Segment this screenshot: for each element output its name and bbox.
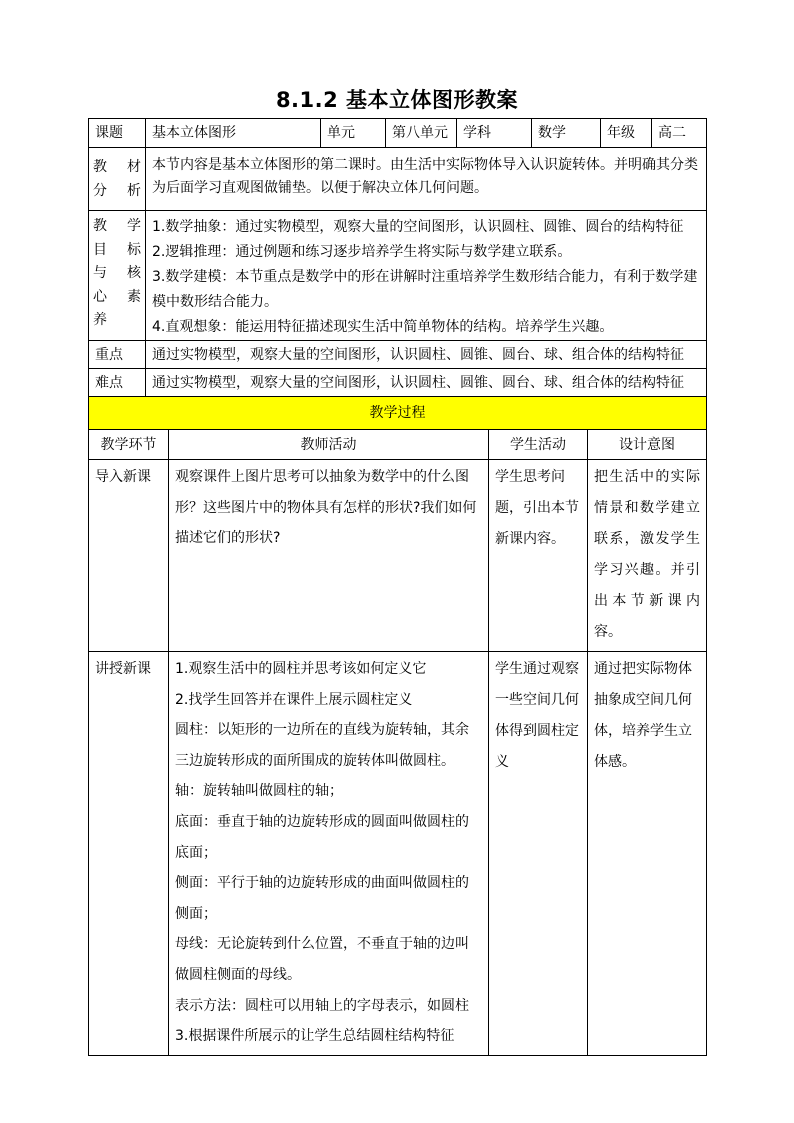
grade-value: 高二: [652, 119, 707, 148]
goals-label-line: 教 学: [93, 218, 141, 234]
info-row: [89, 119, 707, 148]
teacher-activity-text: 观察课件上图片思考可以抽象为数学中的什么图形？这些图片中的物体具有怎样的形状?我们如何描述它们的形状?: [175, 469, 477, 547]
student-activity-cell: 学生通过观察一些空间几何体得到圆柱定义: [489, 652, 588, 1056]
goals-label-line: 养: [93, 312, 107, 329]
goals-label-line: 心 素: [93, 288, 141, 305]
grade-label: 年级: [601, 119, 652, 148]
difficulty-label: 难点: [89, 369, 146, 397]
subject-value: 数学: [532, 119, 601, 148]
goals-label-line: 与 核: [93, 265, 141, 282]
page-title: 8.1.2 基本立体图形教案: [275, 88, 519, 112]
process-section-title: 教学过程: [89, 397, 707, 430]
stage-cell: 导入新课: [89, 460, 169, 652]
difficulty-text: 通过实物模型，观察大量的空间图形，认识圆柱、圆锥、圆台、球、组合体的结构特征: [146, 369, 707, 397]
unit-label: 单元: [321, 119, 386, 148]
process-section-row: [89, 397, 707, 430]
key-point-text: 通过实物模型，观察大量的空间图形，认识圆柱、圆锥、圆台、球、组合体的结构特征: [146, 341, 707, 369]
subject-label: 学科: [457, 119, 532, 148]
teacher-activity-cell: [169, 460, 489, 652]
topic-label: 课题: [89, 119, 146, 148]
header-student: 学生活动: [489, 430, 588, 460]
analysis-label: [89, 148, 146, 211]
process-table: [88, 396, 707, 1056]
process-row-intro: [89, 460, 707, 652]
key-point-label: 重点: [89, 341, 146, 369]
header-stage: 教学环节: [89, 430, 169, 460]
goals-row: [89, 211, 707, 341]
teacher-activity-cell: [169, 652, 489, 1056]
teacher-step: 1.观察生活中的圆柱并思考该如何定义它: [175, 661, 427, 677]
analysis-text: 本节内容是基本立体图形的第二课时。由生活中实际物体导入认识旋转体。并明确其分类为后面学习直观图做铺垫。以便于解决立体几何问题。: [146, 148, 707, 211]
process-header-row: [89, 430, 707, 460]
teacher-step: 2.找学生回答并在课件上展示圆柱定义: [175, 691, 413, 708]
stage-cell: 讲授新课: [89, 652, 169, 1056]
definition-text: 表示方法：圆柱可以用轴上的字母表示，如圆柱: [175, 997, 469, 1014]
design-intent-cell: 通过把实际物体抽象成空间几何体，培养学生立体感。: [588, 652, 707, 1056]
definition-text: 母线：无论旋转到什么位置，不垂直于轴的边叫做圆柱侧面的母线。: [175, 936, 469, 983]
teacher-step: 3.根据课件所展示的让学生总结圆柱结构特征: [175, 1028, 455, 1045]
lesson-info-table: [88, 118, 707, 397]
definition-text: 侧面：平行于轴的边旋转形成的曲面叫做圆柱的侧面；: [175, 875, 469, 922]
analysis-label-line: 教 材: [93, 159, 141, 175]
definition-text: 底面：垂直于轴的边旋转形成的圆面叫做圆柱的底面；: [175, 813, 469, 861]
header-teacher: 教师活动: [169, 430, 489, 460]
goals-label-line: 目 标: [93, 241, 141, 258]
topic-value: 基本立体图形: [146, 119, 321, 148]
goal-item: 2.逻辑推理：通过例题和练习逐步培养学生将实际与数学建立联系。: [152, 244, 572, 260]
unit-value: 第八单元: [386, 119, 457, 148]
difficulty-row: [89, 369, 707, 397]
header-design: 设计意图: [588, 430, 707, 460]
goal-item: 4.直观想象：能运用特征描述现实生活中简单物体的结构。培养学生兴趣。: [152, 319, 614, 335]
goals-list: [146, 211, 707, 341]
process-row-new-lesson: [89, 652, 707, 1056]
definition-text: 轴：旋转轴叫做圆柱的轴；: [175, 783, 343, 800]
definition-text: 圆柱：以矩形的一边所在的直线为旋转轴，其余三边旋转形成的面所围成的旋转体叫做圆柱。: [175, 722, 469, 769]
goals-label: [89, 211, 146, 341]
student-activity-cell: 学生思考问题，引出本节新课内容。: [489, 460, 588, 652]
goal-item: 1.数学抽象：通过实物模型，观察大量的空间图形，认识圆柱、圆锥、圆台的结构特征: [152, 219, 684, 235]
design-intent-cell: 把生活中的实际情景和数学建立联系，激发学生学习兴趣。并引出本节新课内容。: [588, 460, 707, 652]
analysis-row: [89, 148, 707, 211]
key-point-row: [89, 341, 707, 369]
analysis-label-line: 分 析: [93, 182, 141, 199]
goal-item: 3.数学建模：本节重点是数学中的形在讲解时注重培养学生数形结合能力，有利于数学建模中数形结合能力。: [152, 269, 698, 310]
